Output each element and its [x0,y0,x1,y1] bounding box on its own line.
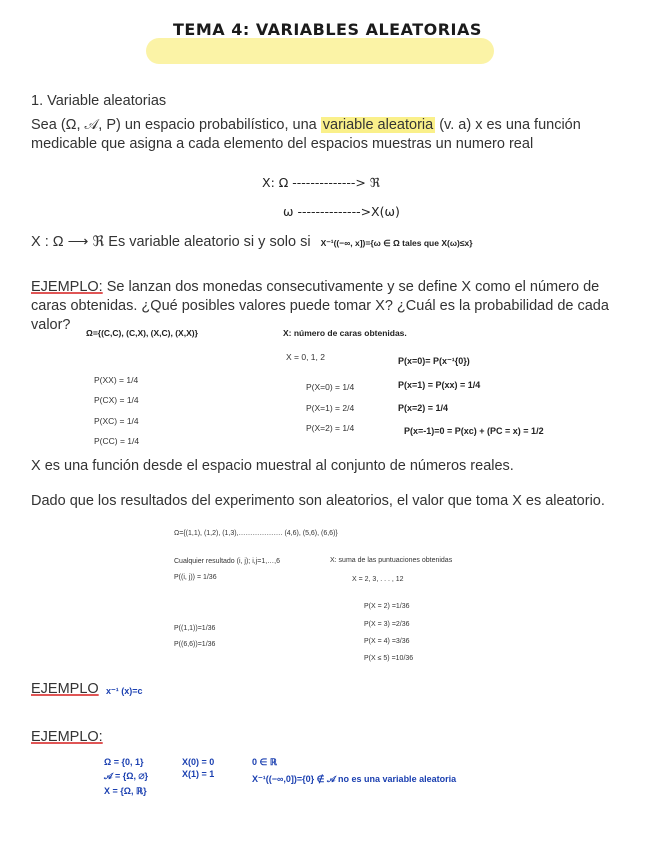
prob-left-2: P(XC) = 1/4 [94,416,139,426]
mapping-line-2: ω -------------->X(ω) [283,204,400,219]
title-highlight [146,38,494,64]
example4-col2-0: X(0) = 0 [182,757,215,767]
x-values-coins: X = 0, 1, 2 [286,352,325,362]
x-definition-dice: X: suma de las puntuaciones obtenidas [330,557,453,564]
section-heading: 1. Variable aleatorias [31,93,167,109]
sample-space-coins: Ω={(C,C), (C,X), (X,C), (X,X)} [86,328,198,338]
example4-col1-2: X = {Ω, ℝ} [104,786,147,796]
mapping-line-1: X: Ω --------------> ℜ [262,175,381,190]
prob-left-3: P(CC) = 1/4 [94,436,140,446]
prob-x-3: P(X ≤ 5) =10/36 [364,655,414,662]
prob-mid-1: P(X=1) = 2/4 [306,403,355,413]
prob-left-0: P(XX) = 1/4 [94,375,139,385]
prob-left-1: P(CX) = 1/4 [94,395,139,405]
prob-x-1: P(X = 3) =2/36 [364,621,410,628]
example4-label: EJEMPLO: [31,729,103,745]
example3-note: x⁻¹ (x)=c [106,686,143,696]
example3-label: EJEMPLO [31,681,99,697]
example1-line-2: caras obtenidas. ¿Qué posibles valores puede tomar X? ¿Cuál es la probabilidad de cada [31,298,609,314]
prob-mid-0: P(X=0) = 1/4 [306,382,355,392]
example1-label: EJEMPLO: [31,279,103,295]
example4-col3-1: X⁻¹((−∞,0])={0} ∉ 𝒜 no es una variable aleatoria [252,774,457,784]
definition-text-a: Sea (Ω, 𝒜, P) un espacio probabilístico, una [31,117,317,133]
prob-x-2: P(X = 4) =3/36 [364,638,410,645]
handwritten-note-0: P(x=0)= P(x⁻¹{0}) [398,356,470,366]
x-definition-coins: X: número de caras obtenidas. [283,328,407,338]
prob-11: P((1,1))=1/36 [174,625,216,632]
x-values-dice: X = 2, 3, . . . , 12 [352,576,404,583]
paragraph-2: Dado que los resultados del experimento son aleatorios, el valor que toma X es aleatorio. [31,493,605,509]
condition-text: X : Ω ⟶ ℜ Es variable aleatorio si y solo si [31,234,311,250]
sample-space-dice: Ω={(1,1), (1,2), (1,3),………………. (4,6), (5,6), (6,6)} [174,530,338,537]
page-title: TEMA 4: VARIABLES ALEATORIAS [173,20,482,39]
handwritten-note-1: P(x=1) = P(xx) = 1/4 [398,380,481,390]
any-outcome: Cualquier resultado (i, j); i,j=1,…,6 [174,558,281,565]
example4-col1-1: 𝒜 = {Ω, ∅} [104,771,148,781]
example1-line-1 [31,279,599,295]
handwritten-note-3: P(x=-1)=0 = P(xc) + (PC = x) = 1/2 [404,426,544,436]
handwritten-note-2: P(x=2) = 1/4 [398,403,449,413]
condition-formula: X⁻¹((−∞, x])={ω ∈ Ω tales que X(ω)≤x} [320,238,473,248]
definition-line-2: medicable que asigna a cada elemento del espacios muestras un numero real [31,136,534,152]
definition-text-b: (v. a) x es una función [439,117,581,133]
paragraph-1: X es una función desde el espacio muestral al conjunto de números reales. [31,458,514,474]
example4-col2-1: X(1) = 1 [182,769,215,779]
example4-col3-0: 0 ∈ ℝ [252,757,277,767]
example1-text-1: Se lanzan dos monedas consecutivamente y se define X como el número de [106,279,600,295]
highlighted-term: variable aleatoria [322,117,434,133]
condition-line [31,234,473,250]
prob-66: P((6,6))=1/36 [174,641,216,648]
example4-col1-0: Ω = {0, 1} [104,757,144,767]
definition-line-1 [31,117,581,133]
example1-line-3: valor? [31,317,71,333]
prob-x-0: P(X = 2) =1/36 [364,603,410,610]
prob-mid-2: P(X=2) = 1/4 [306,423,355,433]
outcome-prob: P((i, j)) = 1/36 [174,574,217,581]
